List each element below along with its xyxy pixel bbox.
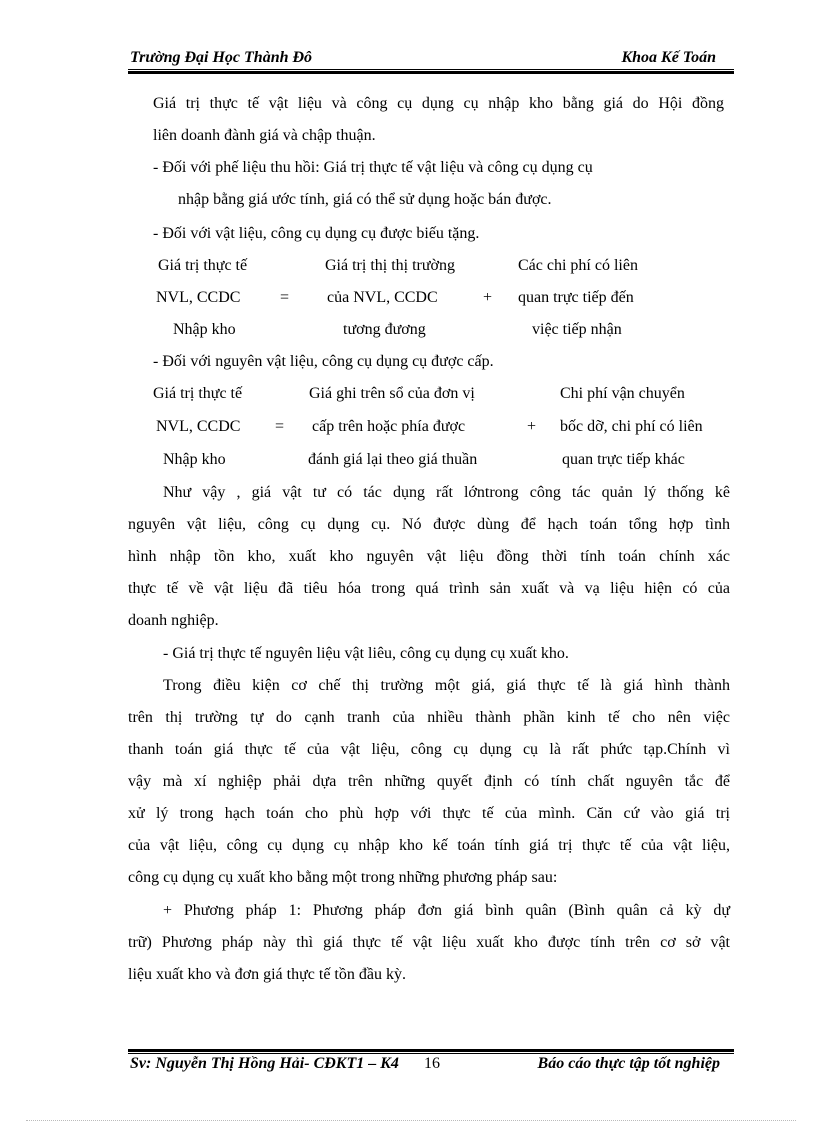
formula-cell: Giá trị thị thị trường xyxy=(325,257,456,274)
text-line: thực tế về vật liệu đã tiêu hóa trong quá trình sản xuất và vạ liệu hiện có của xyxy=(128,580,730,597)
formula-cell: bốc dỡ, chi phí có liên xyxy=(560,418,703,435)
formula-cell: Giá trị thực tế xyxy=(158,257,248,274)
text-line: công cụ dụng cụ xuất kho bằng một trong những phương pháp sau: xyxy=(128,869,558,886)
text-line: Trong điều kiện cơ chế thị trường một giá, giá thực tế là giá hình thành xyxy=(163,677,730,694)
page-footer xyxy=(128,1055,734,1079)
text-line: vậy mà xí nghiệp phải dựa trên những quyết định có tính chất nguyên tắc để xyxy=(128,773,730,790)
text-line: doanh nghiệp. xyxy=(128,612,219,629)
formula-cell: tương đương xyxy=(343,321,426,338)
page-bottom-border xyxy=(26,1120,796,1121)
text-line: Giá trị thực tế vật liệu và công cụ dụng cụ nhập kho bằng giá do Hội đồng xyxy=(153,95,724,112)
formula-cell: Giá trị thực tế xyxy=(153,385,243,402)
formula-cell: quan trực tiếp đến xyxy=(518,289,634,306)
text-line: Như vậy , giá vật tư có tác dụng rất lớntrong công tác quản lý thống kê xyxy=(163,484,730,501)
header-rule-thin xyxy=(128,69,734,70)
formula-cell: NVL, CCDC xyxy=(156,289,241,306)
footer-rule-thick xyxy=(128,1049,734,1052)
plus-sign: + xyxy=(527,418,537,435)
page-number: 16 xyxy=(424,1055,440,1072)
text-line: - Giá trị thực tế nguyên liệu vật liêu, công cụ dụng cụ xuất kho. xyxy=(163,645,569,662)
text-line: nhập bằng giá ước tính, giá có thể sử dụng hoặc bán được. xyxy=(178,191,552,208)
formula-cell: cấp trên hoặc phía được xyxy=(312,418,466,435)
footer-student: Sv: Nguyễn Thị Hồng Hải- CĐKT1 – K4 xyxy=(130,1055,399,1072)
formula-cell: của NVL, CCDC xyxy=(327,289,438,306)
footer-rule-thin xyxy=(128,1053,734,1054)
plus-sign: + xyxy=(483,289,493,306)
formula-cell: NVL, CCDC xyxy=(156,418,241,435)
formula-cell: đánh giá lại theo giá thuần xyxy=(308,451,478,468)
text-line: xử lý trong hạch toán cho phù hợp với thực tế của mình. Căn cứ vào giá trị xyxy=(128,805,730,822)
header-rule-thick xyxy=(128,71,734,74)
text-line: - Đối với vật liệu, công cụ dụng cụ được biếu tặng. xyxy=(153,225,480,242)
formula-cell: quan trực tiếp khác xyxy=(562,451,685,468)
text-line: liệu xuất kho và đơn giá thực tế tồn đầu kỳ. xyxy=(128,966,406,983)
equals-sign: = xyxy=(280,289,290,306)
formula-cell: Chi phí vận chuyển xyxy=(560,385,685,402)
text-line: hình nhập tồn kho, xuất kho nguyên vật liệu đồng thời tính toán chính xác xyxy=(128,548,730,565)
formula-cell: Nhập kho xyxy=(163,451,226,468)
text-line: thanh toán giá thực tế của vật liệu, công cụ dụng cụ là rất phức tạp.Chính vì xyxy=(128,741,730,758)
formula-cell: Giá ghi trên sổ của đơn vị xyxy=(309,385,475,402)
equals-sign: = xyxy=(275,418,285,435)
page-header xyxy=(128,47,720,69)
formula-cell: Nhập kho xyxy=(173,321,236,338)
text-line: liên doanh đành giá và chập thuận. xyxy=(153,127,376,144)
footer-report-title: Báo cáo thực tập tốt nghiệp xyxy=(537,1055,720,1072)
text-line: trữ) Phương pháp này thì giá thực tế vật liệu xuất kho được tính trên cơ sở vật xyxy=(128,934,730,951)
text-line: nguyên vật liệu, công cụ dụng cụ. Nó được dùng để hạch toán tổng hợp tình xyxy=(128,516,730,533)
formula-cell: việc tiếp nhận xyxy=(532,321,622,338)
text-line: - Đối với nguyên vật liệu, công cụ dụng cụ được cấp. xyxy=(153,353,494,370)
formula-cell: Các chi phí có liên xyxy=(518,257,638,274)
text-line: - Đối với phế liệu thu hồi: Giá trị thực tế vật liệu và công cụ dụng cụ xyxy=(153,159,593,176)
text-line: + Phương pháp 1: Phương pháp đơn giá bình quân (Bình quân cả kỳ dự xyxy=(163,902,730,919)
header-faculty: Khoa Kế Toán xyxy=(621,49,716,66)
header-school: Trường Đại Học Thành Đô xyxy=(130,49,313,66)
text-line: của vật liệu, công cụ dụng cụ nhập kho kế toán tính giá trị thực tế của vật liệu, xyxy=(128,837,730,854)
text-line: trên thị trường tự do cạnh tranh của nhiều thành phần kinh tế cho nên việc xyxy=(128,709,730,726)
